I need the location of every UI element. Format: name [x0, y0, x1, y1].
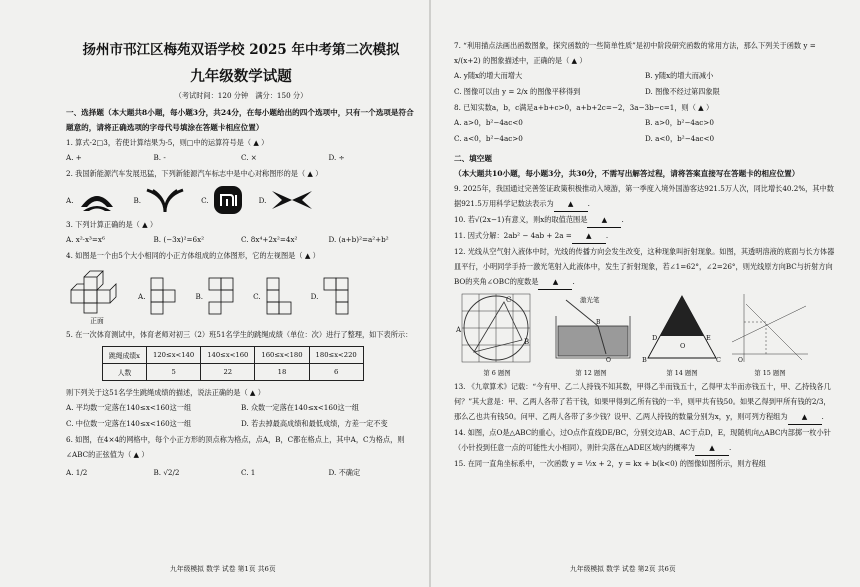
option: C. 图像可以由 y = 2/x 的图像平移得到: [454, 87, 581, 96]
svg-text:C: C: [506, 296, 512, 304]
svg-text:E: E: [706, 334, 711, 342]
option-label: A.: [66, 195, 74, 205]
option: C. 8x⁴+2x²=4x²: [241, 235, 298, 244]
option: B. a>0，b²−4ac>0: [645, 118, 714, 127]
option: C. a<0，b²−4ac>0: [454, 134, 523, 143]
question-8-options-row2: [454, 131, 836, 147]
option-a: [138, 276, 185, 316]
option: B. -: [153, 153, 166, 162]
question-15: 15. 在同一直角坐标系中，一次函数 y = ½x + 2，y = kx + b(k<0) 的图像如图所示，则方程组: [454, 459, 766, 468]
figure-15-caption: 第 15 题图: [754, 369, 786, 377]
figure-15: [728, 292, 812, 377]
figure-12: [546, 292, 636, 377]
section-one-title: 一、选择题: [66, 108, 104, 117]
figure-6-caption: 第 6 题图: [483, 369, 511, 377]
table-row: [103, 364, 364, 381]
question-2-options: [66, 185, 416, 215]
option: D. ÷: [328, 153, 345, 162]
answer-blank: ▲: [587, 212, 621, 228]
svg-text:A: A: [456, 326, 462, 334]
question-3: 3. 下列计算正确的是（ ▲ ）: [66, 220, 158, 229]
svg-text:B: B: [524, 338, 530, 346]
question-4: 4. 如图是一个由5个大小相同的小正方体组成的立体图形，它的左视图是（ ▲ ）: [66, 251, 320, 260]
option: C. 1: [241, 468, 256, 477]
table-header-cell: 140≤x<160: [201, 347, 255, 364]
exam-title: 扬州市邗江区梅苑双语学校 2025 年中考第二次模拟: [82, 42, 400, 58]
svg-text:B: B: [596, 319, 601, 326]
option-label: D.: [310, 291, 319, 301]
option: B. √2/2: [153, 468, 180, 477]
question-9: 9. 2025年，我国通过完善签证政策积极推动入境游，第一季度入境外国游客达921.5万人次，同比增长40.2%，其中数据921.5万用科学记数法表示为 ▲ .: [454, 181, 836, 212]
question-6-options: [66, 462, 416, 484]
option-d: [311, 276, 359, 316]
table-cell: 18: [255, 364, 309, 381]
table-header-cell: 160≤x<180: [255, 347, 309, 364]
triangle-figure-icon: [642, 292, 722, 364]
option-b: [195, 276, 243, 316]
view-d-icon: [322, 276, 358, 316]
question-1-options: [66, 150, 416, 166]
view-b-icon: [207, 276, 243, 316]
option: A. y随x的增大而增大: [454, 71, 523, 80]
linear-graph-figure-icon: [728, 292, 812, 364]
question-7: 7. “利用描点法画出函数图象，探究函数的一些简单性质”是初中阶段研究函数的常用方法，那么下列关于函数 y = x/(x+2) 的图象描述中，正确的是（ ▲ ）: [454, 41, 816, 65]
option-label: B.: [195, 291, 204, 301]
option-label: C.: [253, 291, 261, 301]
score-table: [102, 346, 364, 381]
table-header-row: [103, 347, 364, 364]
option: D. 若去掉最高成绩和最低成绩，方差一定不变: [241, 419, 388, 428]
question-4-figures: [66, 267, 416, 325]
option-label: C.: [201, 195, 209, 205]
answer-blank: ▲: [538, 274, 572, 290]
question-12-text: 12. 光线从空气射入液体中时，光线的传播方向会发生改变，这种现象叫折射现象。如图，其透明溶液的底面与长方体器皿平行，小明同学手持一激光笔射入此液体中，发生了折射现象，若∠1=62°，∠2=26°，则光线原方向BC与折射方向BO的夹角∠OBC的度数是: [454, 247, 835, 286]
section-one-desc: （本大题共8小题，每小题3分，共24分，在每小题给出的四个选项中，只有一个选项是符合题意的，请将正确选项的字母代号填涂在答题卡相应位置）: [66, 108, 414, 132]
page-two-footer: 九年级模拟 数学 试卷 第2页 共6页: [570, 565, 676, 573]
question-5-options-row1: [66, 400, 416, 416]
exam-subtitle: 九年级数学试题: [190, 68, 292, 85]
view-c-icon: [265, 276, 301, 316]
svg-text:D: D: [652, 334, 658, 342]
option: A. 平均数一定落在140≤x<160这一组: [66, 403, 192, 412]
section-two-heading: [454, 151, 836, 181]
question-13: 13. 《九章算术》记载：“今有甲、乙二人持钱不知其数，甲得乙半而钱五十，乙得甲太半而亦钱五十，甲、乙持钱各几何？”其大意是：甲、乙两人各带了若干钱，如果甲得到乙所有钱的一半，则甲共有钱50。如果乙得到甲所有钱的2/3，那么乙也共有钱50。问甲、乙两人各带了多少钱？设甲、乙两人持钱的数量分别为x，y，则可列方程组为 ▲ .: [454, 379, 836, 425]
car-logo-d-icon: [270, 187, 314, 213]
question-1: 1. 算式-2□3，若使计算结果为-5，则□中的运算符号是（ ▲ ）: [66, 138, 269, 147]
table-header-cell: 跳绳成绩x: [103, 347, 147, 364]
table-cell: 6: [309, 364, 363, 381]
car-logo-a-icon: [77, 187, 117, 213]
answer-blank: ▲: [572, 228, 606, 244]
option-c: [253, 276, 301, 316]
xiaomi-logo-icon: [213, 185, 243, 215]
svg-text:C: C: [716, 356, 721, 364]
question-10: 10. 若√(2x−1)有意义，则x的取值范围是 ▲ .: [454, 212, 836, 228]
laser-label: 激光笔: [580, 296, 600, 304]
table-header-cell: 120≤x<140: [147, 347, 201, 364]
question-13-text: 13. 《九章算术》记载：“今有甲、乙二人持钱不知其数，甲得乙半而钱五十，乙得甲太半而亦钱五十，甲、乙持钱各几何？”其大意是：甲、乙两人各带了若干钱，如果甲得到乙所有钱的一半，则甲共有钱50。如果乙得到甲所有钱的2/3，那么乙也共有钱50。问甲、乙两人各带了多少钱？设甲、乙两人持钱的数量分别为x，y，则可列方程组为: [454, 382, 831, 421]
option-a: [66, 187, 117, 213]
option: A. +: [66, 153, 82, 162]
table-header-cell: 180≤x<220: [309, 347, 363, 364]
section-one-heading: [66, 105, 416, 135]
option-label: B.: [133, 195, 142, 205]
question-12: 12. 光线从空气射入液体中时，光线的传播方向会发生改变，这种现象叫折射现象。如图，其透明溶液的底面与长方体器皿平行，小明同学手持一激光笔射入此液体中，发生了折射现象，若∠1=62°，∠2=26°，则光线原方向BC与折射方向BO的夹角∠OBC的度数是 ▲ .: [454, 244, 836, 290]
answer-blank: ▲: [695, 440, 729, 456]
table-cell: 人数: [103, 364, 147, 381]
question-7-options-row1: [454, 68, 836, 84]
option: D. a<0，b²−4ac<0: [645, 134, 715, 143]
option: A. a>0，b²−4ac<0: [454, 118, 523, 127]
figure-12-caption: 第 12 题图: [575, 369, 607, 377]
option-c: [201, 185, 243, 215]
question-9-text: 9. 2025年，我国通过完善签证政策积极推动入境游，第一季度入境外国游客达921.5万人次，同比增长40.2%，其中数据921.5万用科学记数法表示为: [454, 184, 834, 208]
question-6: 6. 如图，在4×4的网格中，每个小正方形的顶点称为格点，点A，B，C都在格点上，其中A，C为格点，则∠ABC的正弦值为（ ▲ ）: [66, 435, 405, 459]
svg-text:O: O: [738, 357, 743, 364]
svg-text:O: O: [606, 357, 611, 364]
svg-text:O: O: [680, 342, 686, 350]
option-label: D.: [258, 195, 267, 205]
page-one-footer: 九年级模拟 数学 试卷 第1页 共6页: [170, 565, 276, 573]
question-2: 2. 我国新能源汽车发展迅猛，下列新能源汽车标志中是中心对称图形的是（ ▲ ）: [66, 169, 323, 178]
answer-blank: ▲: [788, 409, 822, 425]
question-5-follow: 则下列关于这51名学生跳绳成绩的描述，说法正确的是（ ▲ ）: [66, 388, 265, 397]
cube-figure: [66, 267, 128, 325]
question-14-text: 14. 如图，点O是△ABC的重心，过O点作直线DE/BC，分别交边AB、AC于点D，E，现随机向△ABC内部掷一枚小针（小针投到任意一点的可能性大小相同），则针尖落在△ADE区域内的概率为: [454, 428, 831, 452]
table-cell: 22: [201, 364, 255, 381]
section-two-title: 二、填空题: [454, 154, 492, 163]
question-11-text: 11. 因式分解：2ab² − 4ab + 2a =: [454, 231, 572, 240]
question-5: 5. 在一次体育测试中，体育老师对初三（2）班51名学生的跳绳成绩（单位：次）进行了整理，如下表所示：: [66, 330, 413, 339]
question-11: 11. 因式分解：2ab² − 4ab + 2a = ▲ .: [454, 228, 836, 244]
answer-blank: ▲: [554, 196, 588, 212]
option: C. ×: [241, 153, 257, 162]
table-cell: 5: [147, 364, 201, 381]
front-label: 正面: [90, 317, 104, 325]
question-14: 14. 如图，点O是△ABC的重心，过O点作直线DE/BC，分别交边AB、AC于点D，E，现随机向△ABC内部掷一枚小针（小针投到任意一点的可能性大小相同），则针尖落在△ADE区域内的概率为 ▲ .: [454, 425, 836, 456]
question-8: 8. 已知实数a，b，c满足a+b+c>0，a+b+2c=−2，3a−3b−c=1，则（ ▲ ）: [454, 103, 714, 112]
option-b: [133, 186, 185, 214]
option: A. 1/2: [66, 468, 88, 477]
option: B. 众数一定落在140≤x<160这一组: [241, 403, 360, 412]
section-two-desc: （本大题共10小题，每小题3分，共30分，不需写出解答过程，请将答案直接写在答题卡的相应位置）: [454, 169, 800, 178]
figure-14-caption: 第 14 题图: [666, 369, 698, 377]
option: B. y随x的增大而减小: [645, 71, 714, 80]
option: C. 中位数一定落在140≤x<160这一组: [66, 419, 192, 428]
option: D. 不确定: [328, 468, 361, 477]
option: B. (−3x)²=6x²: [153, 235, 205, 244]
question-3-options: [66, 232, 416, 248]
page-two: [430, 0, 860, 587]
option: A. x²·x³=x⁶: [66, 235, 105, 244]
figure-row: [454, 292, 836, 377]
cube-stack-icon: [66, 267, 128, 315]
grid-circle-figure-icon: [454, 292, 540, 364]
question-10-text: 10. 若√(2x−1)有意义，则x的取值范围是: [454, 215, 588, 224]
car-logo-b-icon: [145, 186, 185, 214]
question-8-options-row1: [454, 115, 836, 131]
refraction-figure-icon: [546, 292, 636, 364]
figure-14: [642, 292, 722, 377]
option-label: A.: [138, 291, 146, 301]
option: D. 图像不经过第四象限: [645, 87, 720, 96]
figure-6: [454, 292, 540, 377]
svg-text:B: B: [642, 356, 647, 364]
option-d: [259, 187, 315, 213]
option: D. (a+b)²=a²+b²: [328, 235, 389, 244]
question-7-options-row2: [454, 84, 836, 100]
exam-info: （考试时间：120 分钟 满分：150 分）: [174, 91, 308, 100]
question-5-options-row2: [66, 416, 416, 432]
view-a-icon: [149, 276, 185, 316]
